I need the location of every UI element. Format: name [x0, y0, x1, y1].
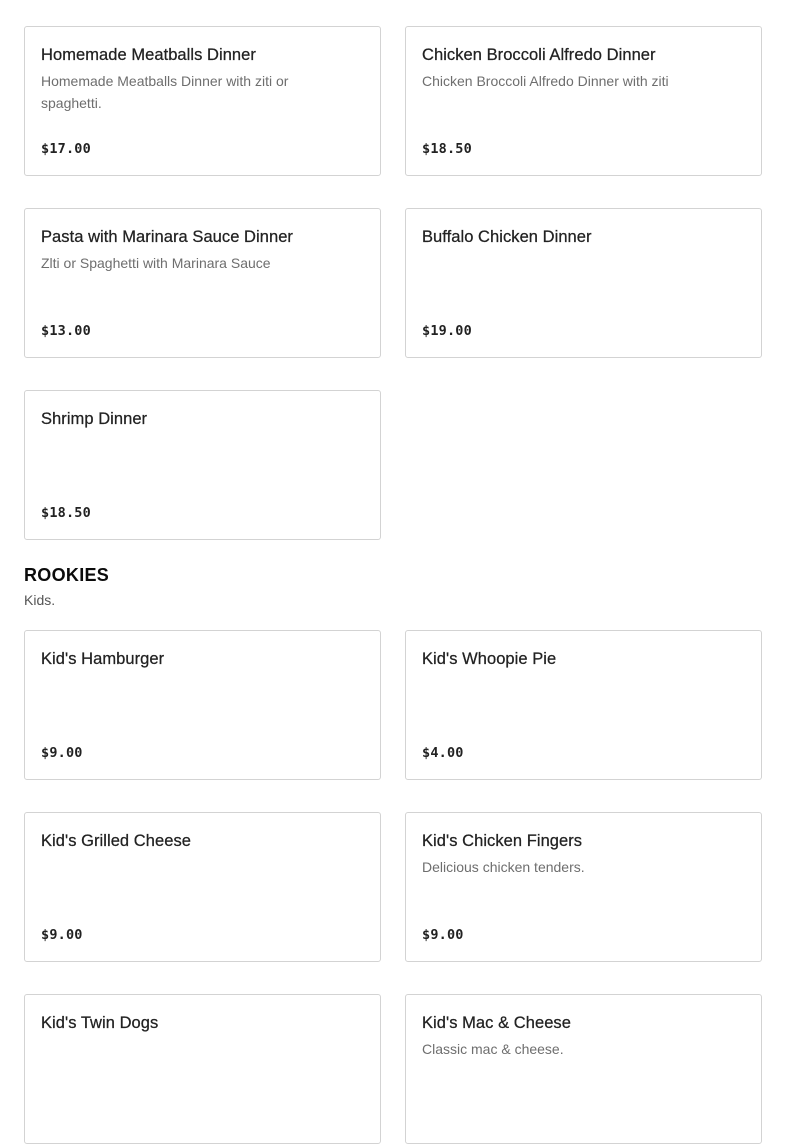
menu-item-name: Kid's Whoopie Pie: [422, 650, 557, 668]
menu-item-name: Kid's Twin Dogs: [41, 1014, 159, 1032]
menu-item-price: $18.50: [422, 141, 472, 157]
menu-item-card[interactable]: [405, 208, 762, 358]
menu-item-price: $19.00: [422, 323, 472, 339]
menu-item-name: Kid's Chicken Fingers: [422, 832, 583, 850]
menu-item-description: Homemade Meatballs Dinner with ziti or spaghetti.: [41, 73, 289, 111]
menu-item-description: Delicious chicken tenders.: [422, 859, 585, 875]
menu-item-description: Classic mac & cheese.: [422, 1041, 564, 1057]
rookies-items-grid: [24, 630, 761, 1144]
section-subtitle: Kids.: [24, 592, 56, 608]
section-title: ROOKIES: [24, 565, 110, 585]
menu-item-name: Homemade Meatballs Dinner: [41, 46, 256, 64]
menu-item-price: $18.50: [41, 505, 91, 521]
menu-item-card[interactable]: [24, 994, 381, 1144]
menu-item-name: Pasta with Marinara Sauce Dinner: [41, 228, 293, 246]
menu-item-price: $9.00: [422, 927, 464, 943]
menu-item-price: $9.00: [41, 745, 83, 761]
menu-item-price: $9.00: [41, 927, 83, 943]
rookies-section-header: [24, 563, 109, 610]
menu-item-price: $17.00: [41, 141, 91, 157]
menu-item-card[interactable]: [405, 26, 762, 176]
menu-item-card[interactable]: [24, 390, 381, 540]
menu-item-card[interactable]: [24, 630, 381, 780]
menu-item-card[interactable]: [24, 208, 381, 358]
menu-item-card[interactable]: [405, 812, 762, 962]
menu-item-name: Buffalo Chicken Dinner: [422, 228, 592, 246]
menu-item-card[interactable]: [405, 994, 762, 1144]
menu-item-description: Zlti or Spaghetti with Marinara Sauce: [41, 255, 271, 271]
menu-item-name: Shrimp Dinner: [41, 410, 148, 428]
menu-item-name: Kid's Grilled Cheese: [41, 832, 191, 850]
menu-item-card[interactable]: [24, 26, 381, 176]
menu-item-name: Kid's Hamburger: [41, 650, 165, 668]
dinners-items-grid: [24, 26, 761, 540]
menu-item-card[interactable]: [405, 630, 762, 780]
menu-item-price: $4.00: [422, 745, 464, 761]
menu-item-name: Chicken Broccoli Alfredo Dinner: [422, 46, 656, 64]
menu-item-card[interactable]: [24, 812, 381, 962]
menu-item-name: Kid's Mac & Cheese: [422, 1014, 571, 1032]
menu-item-description: Chicken Broccoli Alfredo Dinner with ziti: [422, 73, 669, 89]
menu-item-price: $13.00: [41, 323, 91, 339]
